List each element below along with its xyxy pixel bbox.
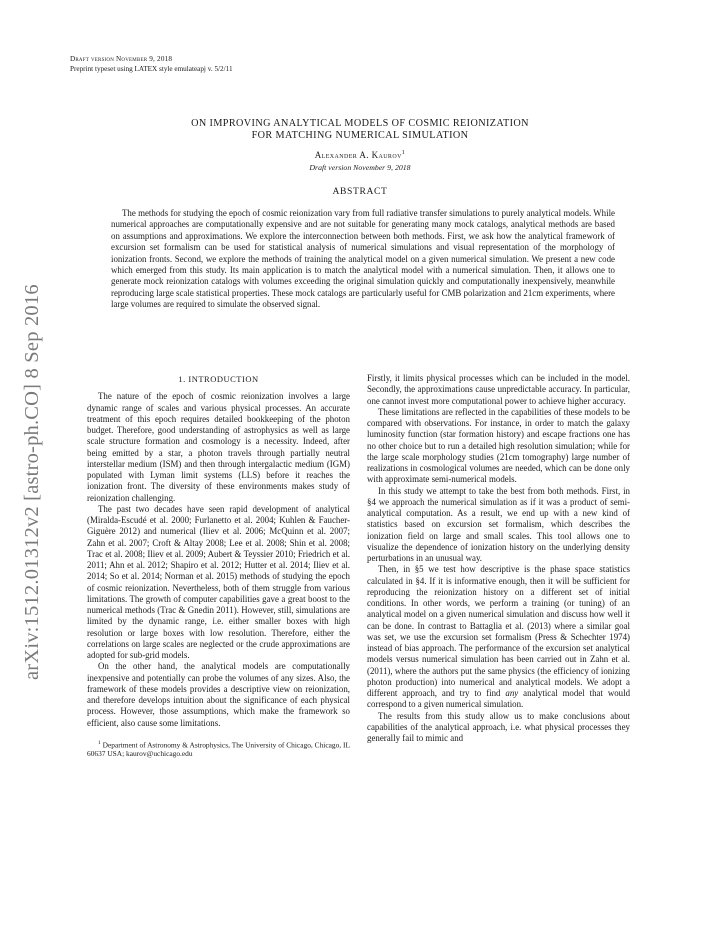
body-paragraph-4 [367, 564, 630, 710]
right-column [367, 373, 630, 744]
preprint-header [70, 55, 233, 74]
left-column [87, 374, 350, 758]
draft-date: Draft version November 9, 2018 [309, 163, 411, 172]
footnote-mark: 1 [98, 739, 101, 746]
affiliation-footnote [87, 739, 350, 758]
title-block [100, 118, 620, 172]
draft-version-line: Draft version November 9, 2018 [70, 55, 173, 63]
author-footnote-mark: 1 [401, 150, 406, 156]
abstract-text: The methods for studying the epoch of cosmic reionization vary from full radiative transfer simulations to purely analytical models. While numerical approaches are computationally expensive and are not suitable for generating many mock catalogs, analytical methods are based on assumptions and approximations. We explore the interconnection between both methods. First, we ask how the analytical framework of excursion set formalism can be used for statistical analysis of numerical simulations and visual representation of the morphology of ionization fronts. Second, we explore the methods of training the analytical model on a given numerical simulation. We present a new code which emerged from this study. Its main application is to match the analytical model with a numerical simulation. Then, it allows one to generate mock reionization catalogs with volumes exceeding the original simulation quickly and computationally inexpensively, meanwhile reproducing large scale statistical properties. These mock catalogs are particularly useful for CMB polarization and 21cm experiments, where large volumes are required to simulate the observed signal. [111, 207, 615, 310]
emphasis-any: any [505, 688, 519, 698]
intro-paragraph-1: The nature of the epoch of cosmic reionization involves a large dynamic range of scales and various physical processes. An accurate treatment of this epoch requires detailed bookkeeping of the photon budget. Therefore, good understanding of astrophysics as well as large scale structure formation and cosmology is a necessity. Indeed, after being emitted by a star, a photon travels through partially neutral interstellar medium (ISM) and then through intergalactic medium (IGM) populated with Lyman limit systems (LLS) before it reaches the ionization front. The diversity of these environments makes study of reionization challenging. [87, 391, 350, 503]
body-paragraph-3: In this study we attempt to take the best from both methods. First, in §4 we approach the numerical simulation as if it was a product of semi-analytical computation. As a result, we end up with a new kind of statistics based on excursion set formalism, which describes the ionization field on large and small scales. This tool allows one to visualize the dependence of ionization history on the underlying density perturbations in an unusual way. [367, 485, 630, 563]
body-paragraph-1: Firstly, it limits physical processes which can be included in the model. Secondly, the approximations cause unpredictable accuracy. In particular, one cannot invest more computational power to achieve higher accuracy. [367, 373, 630, 406]
author-name [100, 150, 620, 160]
paper-title-line-1: ON IMPROVING ANALYTICAL MODELS OF COSMIC REIONIZATION [191, 118, 529, 129]
abstract-heading: ABSTRACT [332, 186, 388, 197]
body-paragraph-2: These limitations are reflected in the capabilities of these models to be compared with observations. For instance, in order to match the galaxy luminosity function (star formation history) and escape fractions one has no other choice but to run a detailed high resolution simulation; while for the large scale morphology studies (21cm tomography) large number of realizations in cosmological volumes are needed, which can be done only with approximate semi-numerical models. [367, 406, 630, 485]
body-paragraph-5: The results from this study allow us to make conclusions about capabilities of the analytical approach, i.e. what physical processes they generally fail to mimic and [367, 710, 630, 743]
body-paragraph-4-tail: analytical model that would correspond to a given numerical simulation. [367, 688, 631, 710]
intro-paragraph-3: On the other hand, the analytical models are computationally inexpensive and potentially can probe the volumes of any sizes. Also, the framework of these models provides a descriptive view on reionization, and therefore develops intuition about the significance of each physical process. However, those assumptions, which make the framework so efficient, also cause some limitations. [87, 661, 350, 728]
body-paragraph-4-text: Then, in §5 we test how descriptive is the phase space statistics calculated in §4. If it is informative enough, then it will be sufficient for reproducing the reionization history on a different set of initial conditions. In other words, we perform a training (or tuning) of an analytical model on a given numerical simulation and discuss how well it can be done. In contrast to Battaglia et al. (2013) where a similar goal was set, we use the excursion set formalism (Press & Schechter 1974) instead of bias approach. The performance of the excursion set analytical models versus numerical simulation has been carried out in Zahn et al. (2011), where the authors put the same physics (the efficiency of ionizing photon production) into numerical and analytical models. We adopt a different approach, and try to find [367, 564, 630, 698]
section-heading-introduction: 1. INTRODUCTION [178, 374, 259, 384]
paper-title-line-2: FOR MATCHING NUMERICAL SIMULATION [251, 129, 469, 141]
preprint-typeset-line: Preprint typeset using LATEX style emulateapj v. 5/2/11 [70, 64, 233, 73]
footnote-text: Department of Astronomy & Astrophysics, The University of Chicago, Chicago, IL 60637 USA; kaurov@uchicago.edu [87, 740, 350, 759]
intro-paragraph-2: The past two decades have seen rapid development of analytical (Miralda-Escudé et al. 2000; Furlanetto et al. 2004; Kuhlen & Faucher-Giguère 2012) and numerical (Iliev et al. 2006; McQuinn et al. 2007; Zahn et al. 2007; Croft & Altay 2008; Lee et al. 2008; Shin et al. 2008; Trac et al. 2008; Iliev et al. 2009; Aubert & Teyssier 2010; Friedrich et al. 2011; Ahn et al. 2012; Shapiro et al. 2012; Hutter et al. 2014; Iliev et al. 2014; So et al. 2014; Norman et al. 2015) methods of studying the epoch of cosmic reionization. Nevertheless, both of them struggle from various limitations. The growth of computer capabilities gave a great boost to the numerical methods (Trac & Gnedin 2011). However, still, simulations are limited by the dynamic range, i.e. either smaller boxes with high resolution or large boxes with low resolution. Therefore, either the correlations on large scales are neglected or the crude approximations are adopted for sub-grid models. [87, 503, 350, 660]
author-name-text: Alexander A. Kaurov [314, 150, 402, 160]
arxiv-identifier-stamp[interactable]: arXiv:1512.01312v2 [astro-ph.CO] 8 Sep 2016 [21, 284, 43, 680]
